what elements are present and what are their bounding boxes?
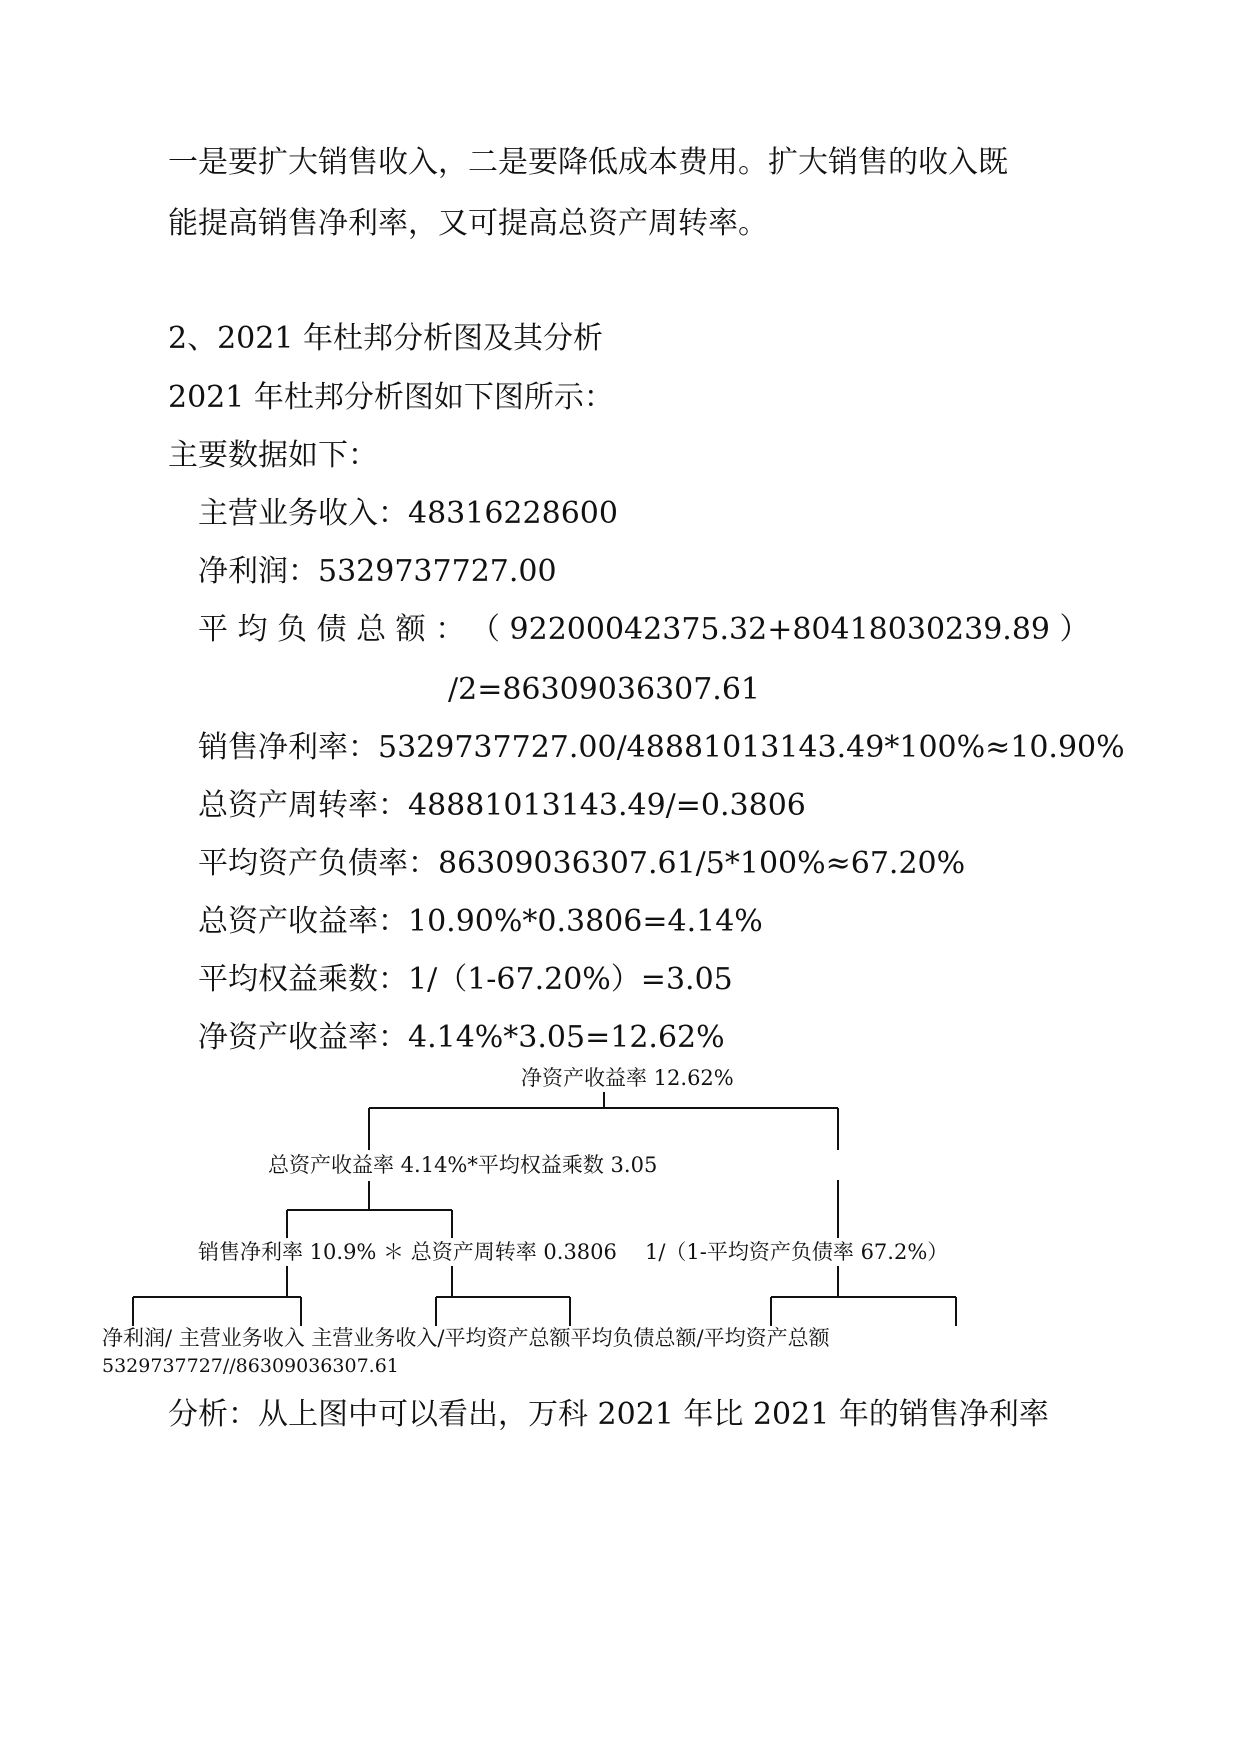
tree-leaf-values: 5329737727//86309036307.61	[102, 1355, 399, 1377]
data-revenue: 主营业务收入：48316228600	[198, 496, 618, 531]
paragraph-line-1: 一是要扩大销售收入，二是要降低成本费用。扩大销售的收入既	[168, 145, 1008, 180]
data-net-profit: 净利润：5329737727.00	[198, 554, 557, 589]
paragraph-line-2: 能提高销售净利率，又可提高总资产周转率。	[168, 206, 768, 241]
tree-leaf-text: 净利润/ 主营业务收入 主营业务收入/平均资产总额平均负债总额/平均资产总额	[102, 1326, 830, 1350]
chart-intro: 2021 年杜邦分析图如下图所示：	[168, 380, 614, 415]
tree-level2-left: 总资产收益率 4.14%*平均权益乘数 3.05	[268, 1153, 658, 1177]
analysis-paragraph: 分析：从上图中可以看出，万科 2021 年比 2021 年的销售净利率	[168, 1397, 1049, 1432]
data-avg-liabilities-expr: （ 92200042375.32+80418030239.89 ）	[470, 612, 1090, 647]
data-roe: 净资产收益率：4.14%*3.05=12.62%	[198, 1020, 725, 1055]
tree-root: 净资产收益率 12.62%	[521, 1066, 734, 1090]
tree-level3-right: 1/（1-平均资产负债率 67.2%）	[645, 1240, 949, 1264]
data-debt-ratio: 平均资产负债率：86309036307.61/5*100%≈67.20%	[198, 846, 966, 881]
tree-level3-left: 销售净利率 10.9% ＊ 总资产周转率 0.3806	[198, 1240, 617, 1264]
section-heading: 2、2021 年杜邦分析图及其分析	[168, 321, 603, 356]
data-equity-multiplier: 平均权益乘数：1/（1-67.20%）=3.05	[198, 962, 733, 997]
data-heading: 主要数据如下：	[168, 438, 378, 473]
data-asset-turnover: 总资产周转率：48881013143.49/=0.3806	[198, 788, 806, 823]
data-roa: 总资产收益率：10.90%*0.3806=4.14%	[198, 904, 763, 939]
data-avg-liabilities-result: /2=86309036307.61	[448, 672, 760, 707]
data-avg-liabilities-label: 平 均 负 债 总 额 ：	[198, 612, 466, 647]
data-net-margin: 销售净利率：5329737727.00/48881013143.49*100%≈10.90%	[198, 730, 1125, 765]
